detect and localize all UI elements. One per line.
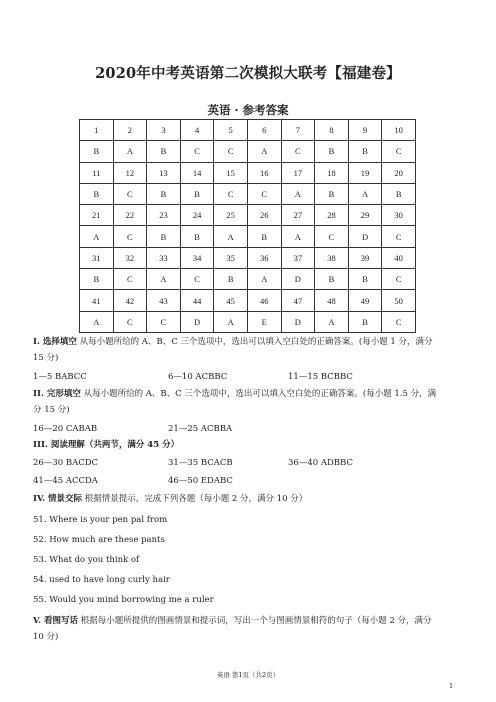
answer-cell: C	[315, 226, 349, 247]
section-2-description: 从每小题所给的 A、B、C 三个选项中，选出可以填入空白处的正确答案。(每小题 1.5 分，满	[83, 389, 437, 399]
document-title: 2020年中考英语第二次模拟大联考【福建卷】	[95, 65, 401, 82]
section-5-description: 根据每小题所提供的图画情景和提示词，写出一个与图画情景相符的句子（每小题 2 分，满分	[80, 616, 432, 626]
question-number-cell: 17	[281, 162, 315, 183]
section-5-description-cont: 10 分)	[33, 632, 59, 642]
section-1-heading: I. 选择填空	[33, 337, 77, 347]
answer-cell: D	[281, 269, 315, 290]
question-number-row	[80, 247, 416, 268]
answer-row	[80, 141, 416, 162]
answer-row	[80, 311, 416, 332]
question-number-cell: 48	[315, 290, 349, 311]
question-number-cell: 32	[113, 247, 147, 268]
answer-cell: A	[281, 226, 315, 247]
question-number-cell: 7	[281, 120, 315, 141]
question-number-cell: 37	[281, 247, 315, 268]
question-number-cell: 26	[247, 205, 281, 226]
answer-cell: B	[147, 183, 181, 204]
question-number-cell: 38	[315, 247, 349, 268]
question-number-cell: 41	[80, 290, 114, 311]
question-number-cell: 36	[247, 247, 281, 268]
question-number-cell: 39	[348, 247, 382, 268]
question-number-row	[80, 120, 416, 141]
section-2-description-cont: 分 15 分)	[33, 405, 70, 415]
answer-36-40: 36—40 ADBBC	[288, 458, 353, 468]
section-2-answers	[33, 423, 463, 435]
question-number-cell: 43	[147, 290, 181, 311]
question-number-row	[80, 205, 416, 226]
question-number-cell: 29	[348, 205, 382, 226]
question-number-cell: 1	[80, 120, 114, 141]
answer-cell: C	[147, 311, 181, 332]
section-1-description-cont: 15 分)	[33, 353, 59, 363]
answer-46-50: 46—50 EDABC	[168, 476, 233, 486]
section-4-heading: IV. 情景交际	[33, 494, 83, 504]
question-number-cell: 33	[147, 247, 181, 268]
answer-cell: B	[180, 183, 214, 204]
answer-cell: C	[382, 269, 416, 290]
question-number-cell: 34	[180, 247, 214, 268]
answer-cell: B	[80, 141, 114, 162]
answer-cell: C	[382, 311, 416, 332]
section-3-line	[33, 439, 179, 451]
answer-cell: B	[80, 183, 114, 204]
answer-51: 51. Where is your pen pal from	[33, 515, 168, 525]
answer-cell: A	[147, 269, 181, 290]
section-4-line	[33, 493, 307, 505]
answer-cell: A	[247, 269, 281, 290]
answer-53: 53. What do you think of	[33, 555, 140, 565]
question-number-cell: 24	[180, 205, 214, 226]
answer-26-30: 26—30 BACDC	[33, 458, 99, 468]
answer-cell: C	[113, 226, 147, 247]
section-5-line	[33, 615, 432, 627]
answer-cell: C	[382, 226, 416, 247]
question-number-cell: 23	[147, 205, 181, 226]
answer-cell: A	[214, 311, 248, 332]
answer-cell: B	[147, 141, 181, 162]
answer-cell: C	[180, 141, 214, 162]
question-number-cell: 20	[382, 162, 416, 183]
answer-41-45: 41—45 ACCDA	[33, 476, 98, 486]
question-number-cell: 49	[348, 290, 382, 311]
section-1-description: 从每小题所给的 A、B、C 三个选项中，选出可以填入空白处的正确答案。(每小题 1 分，满分	[79, 337, 433, 347]
answer-31-35: 31—35 BCACB	[168, 458, 233, 468]
answer-cell: B	[147, 226, 181, 247]
question-number-cell: 21	[80, 205, 114, 226]
question-number-cell: 13	[147, 162, 181, 183]
answer-cell: A	[80, 226, 114, 247]
answer-cell: B	[382, 183, 416, 204]
question-number-cell: 31	[80, 247, 114, 268]
question-number-row	[80, 290, 416, 311]
question-number-cell: 27	[281, 205, 315, 226]
question-number-cell: 22	[113, 205, 147, 226]
answer-6-10: 6—10 ACBBC	[168, 372, 228, 382]
answer-cell: B	[247, 226, 281, 247]
question-number-cell: 10	[382, 120, 416, 141]
answer-cell: C	[113, 183, 147, 204]
section-2-heading: II. 完形填空	[33, 389, 81, 399]
section-3-heading: III. 阅读理解（共两节，满分 45 分）	[33, 440, 180, 450]
answer-cell: D	[180, 311, 214, 332]
answer-cell: B	[315, 141, 349, 162]
answer-cell: B	[214, 269, 248, 290]
answer-cell: A	[348, 183, 382, 204]
section-2-line	[33, 388, 436, 400]
page-footer: 英语 第1页（共2页）	[216, 671, 280, 679]
document-subtitle: 英语 · 参考答案	[207, 103, 289, 117]
question-number-cell: 12	[113, 162, 147, 183]
section-3-answers-row1	[33, 457, 463, 469]
question-number-cell: 8	[315, 120, 349, 141]
question-number-cell: 11	[80, 162, 114, 183]
section-5-heading: V. 看图写话	[33, 616, 79, 626]
question-number-cell: 14	[180, 162, 214, 183]
answer-cell: D	[348, 226, 382, 247]
question-number-cell: 18	[315, 162, 349, 183]
answer-table	[79, 119, 416, 333]
answer-11-15: 11—15 BCBBC	[288, 372, 353, 382]
answer-cell: C	[247, 183, 281, 204]
question-number-cell: 4	[180, 120, 214, 141]
answer-cell: B	[315, 183, 349, 204]
answer-cell: C	[281, 141, 315, 162]
question-number-cell: 6	[247, 120, 281, 141]
answer-54: 54. used to have long curly hair	[33, 575, 170, 585]
answer-cell: D	[281, 311, 315, 332]
answer-cell: B	[348, 269, 382, 290]
question-number-cell: 3	[147, 120, 181, 141]
question-number-cell: 46	[247, 290, 281, 311]
question-number-cell: 16	[247, 162, 281, 183]
question-number-cell: 42	[113, 290, 147, 311]
answer-16-20: 16—20 CABAB	[33, 424, 98, 434]
answer-cell: C	[214, 183, 248, 204]
answer-cell: A	[214, 226, 248, 247]
section-1-line	[33, 336, 433, 348]
answer-cell: C	[214, 141, 248, 162]
question-number-cell: 47	[281, 290, 315, 311]
answer-21-25: 21—25 ACBBA	[168, 424, 233, 434]
answer-cell: B	[80, 269, 114, 290]
section-4-description: 根据情景提示，完成下列各题（每小题 2 分，满分 10 分）	[84, 494, 308, 504]
answer-cell: A	[80, 311, 114, 332]
question-number-cell: 25	[214, 205, 248, 226]
answer-cell: B	[180, 226, 214, 247]
question-number-cell: 50	[382, 290, 416, 311]
answer-cell: A	[315, 311, 349, 332]
section-1-answers	[33, 371, 463, 383]
question-number-cell: 40	[382, 247, 416, 268]
question-number-cell: 9	[348, 120, 382, 141]
question-number-cell: 30	[382, 205, 416, 226]
answer-row	[80, 226, 416, 247]
question-number-cell: 15	[214, 162, 248, 183]
question-number-cell: 45	[214, 290, 248, 311]
answer-cell: E	[247, 311, 281, 332]
answer-cell: B	[348, 311, 382, 332]
answer-1-5: 1—5 BABCC	[33, 372, 87, 382]
question-number-row	[80, 162, 416, 183]
question-number-cell: 19	[348, 162, 382, 183]
question-number-cell: 44	[180, 290, 214, 311]
answer-52: 52. How much are these pants	[33, 535, 165, 545]
answer-cell: A	[247, 141, 281, 162]
answer-cell: A	[113, 141, 147, 162]
answer-cell: B	[348, 141, 382, 162]
question-number-cell: 28	[315, 205, 349, 226]
question-number-cell: 2	[113, 120, 147, 141]
answer-row	[80, 269, 416, 290]
question-number-cell: 35	[214, 247, 248, 268]
answer-55: 55. Would you mind borrowing me a ruler	[33, 595, 214, 605]
page-number: 1	[449, 682, 454, 690]
answer-cell: C	[382, 141, 416, 162]
answer-cell: B	[315, 269, 349, 290]
answer-cell: C	[113, 311, 147, 332]
answer-row	[80, 183, 416, 204]
answer-cell: C	[113, 269, 147, 290]
question-number-cell: 5	[214, 120, 248, 141]
section-3-answers-row2	[33, 475, 463, 487]
answer-cell: A	[281, 183, 315, 204]
answer-cell: C	[180, 269, 214, 290]
